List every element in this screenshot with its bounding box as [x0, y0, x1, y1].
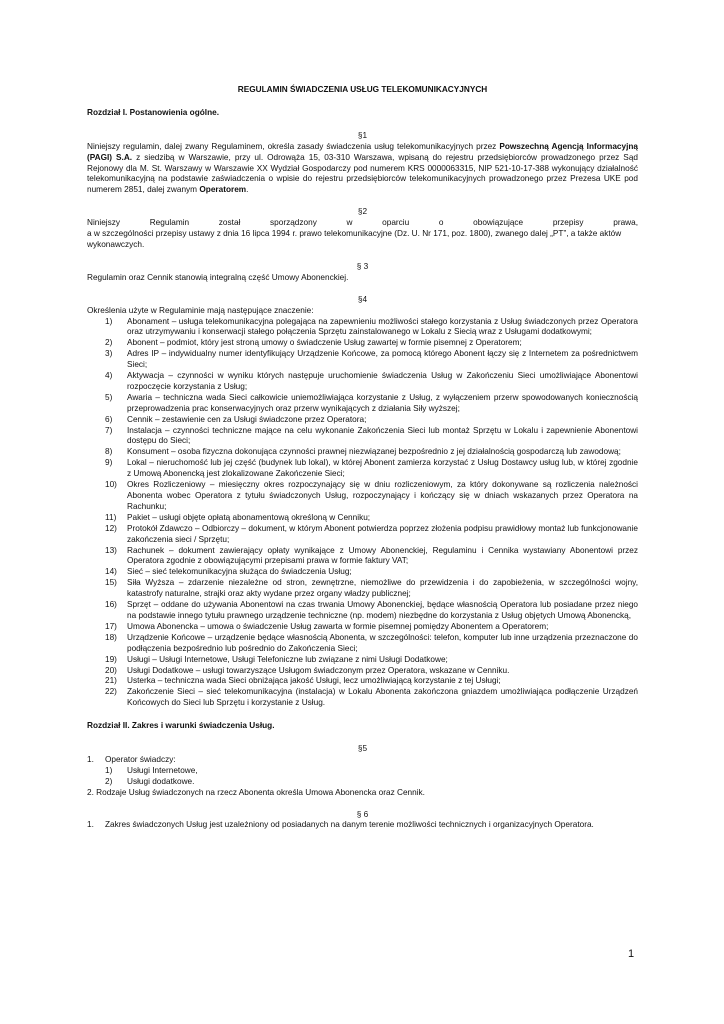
- definition-item: [87, 546, 638, 568]
- service-number: 1): [105, 765, 113, 775]
- definition-item: [87, 458, 638, 480]
- section-2-line-1: Niniejszy Regulamin został sporządzony w oparciu o obowiązujące przepisy prawa,: [87, 218, 638, 228]
- definition-text: Siła Wyższa – zdarzenie niezależne od stron, zewnętrzne, niemożliwe do przewidzenia i do zapobieżenia, w szczególności wojny, katastrofy naturalne, strajki oraz akty wydane przez organy władzy publicznej;: [127, 578, 638, 599]
- definition-item: [87, 415, 638, 426]
- section-2-line-2: a w szczególności przepisy ustawy z dnia 16 lipca 1994 r. prawo telekomunikacyjne (Dz. U. Nr 171, poz. 1800), zwanego dalej „PT”, a także aktów wykonawczych.: [87, 229, 622, 249]
- definition-number: 13): [105, 545, 117, 555]
- page-number: 1: [628, 948, 635, 960]
- definition-item: [87, 655, 638, 666]
- definition-text: Usługi – Usługi Internetowe, Usługi Telefoniczne lub związane z nimi Usługi Dodatkowe;: [127, 654, 448, 664]
- definition-number: 6): [105, 414, 113, 424]
- definitions-list: [87, 317, 638, 710]
- definition-number: 18): [105, 632, 117, 642]
- definition-text: Konsument – osoba fizyczna dokonująca czynności prawnej niezwiązanej bezpośrednio z jej działalnością gospodarczą lub zawodową;: [127, 447, 621, 457]
- service-item: [87, 777, 638, 788]
- chapter-1-heading: Rozdział I. Postanowienia ogólne.: [87, 107, 220, 117]
- definition-number: 12): [105, 523, 117, 533]
- definition-number: 8): [105, 447, 113, 457]
- point-number: 1.: [87, 754, 94, 764]
- definition-number: 10): [105, 480, 117, 490]
- definition-text: Adres IP – indywidualny numer identyfikujący Urządzenie Końcowe, za pomocą którego Abonent łączy się z Internetem za pośrednictwem Sieci;: [127, 349, 638, 370]
- definition-text: Protokół Zdawczo – Odbiorczy – dokument, w którym Abonent potwierdza poprzez złożenia podpisu prawidłowy montaż lub funkcjonowanie zakończenia sieci / Sprzętu;: [127, 523, 638, 544]
- document-title: REGULAMIN ŚWIADCZENIA USŁUG TELEKOMUNIKACYJNYCH: [237, 85, 488, 94]
- definition-item: [87, 393, 638, 415]
- definition-number: 4): [105, 371, 113, 381]
- section-4-intro: Określenia użyte w Regulaminie mają następujące znaczenie:: [87, 305, 314, 315]
- definition-item: [87, 317, 638, 339]
- definition-item: [87, 524, 638, 546]
- point-text: Zakres świadczonych Usług jest uzależniony od posiadanych na danym terenie możliwości technicznych i organizacyjnych Operatora.: [105, 820, 594, 830]
- definition-number: 11): [105, 512, 117, 522]
- definition-number: 17): [105, 621, 117, 631]
- definition-number: 1): [105, 316, 113, 326]
- definition-text: Abonent – podmiot, który jest stroną umowy o świadczenie Usług zawartej w formie pisemnej z Operatorem;: [127, 338, 522, 348]
- service-text: Usługi Internetowe,: [127, 765, 198, 775]
- definition-text: Usługi Dodatkowe – usługi towarzyszące Usługom świadczonym przez Operatora, wskazane w Cenniku.: [127, 665, 510, 675]
- definition-item: [87, 371, 638, 393]
- definition-item: [87, 349, 638, 371]
- definition-item: [87, 513, 638, 524]
- definition-item: [87, 633, 638, 655]
- section-5-point-1: [87, 755, 638, 766]
- definition-item: [87, 687, 638, 709]
- definition-text: Sieć – sieć telekomunikacyjna służąca do świadczenia Usług;: [127, 567, 352, 577]
- definition-text: Lokal – nieruchomość lub jej część (budynek lub lokal), w której Abonent zamierza korzystać z Usług Dostawcy usług lub, w której zgodnie z Umową Abonencką jest zlokalizowane Zakończenie Sieci;: [127, 458, 638, 479]
- section-1-text: [87, 142, 638, 197]
- definition-number: 2): [105, 338, 113, 348]
- definition-text: Umowa Abonencka – umowa o świadczenie Usług zawarta w formie pisemnej pomiędzy Abonentem a Operatorem;: [127, 621, 549, 631]
- definition-number: 14): [105, 567, 117, 577]
- definition-text: Instalacja – czynności techniczne mające na celu wykonanie Zakończenia Sieci lub montaż Sprzętu w Lokalu i zapewnienie Abonentowi dostępu do Sieci;: [127, 425, 638, 446]
- section-5-mark: §5: [357, 744, 368, 754]
- point-number: 1.: [87, 820, 94, 830]
- definition-text: Sprzęt – oddane do używania Abonentowi na czas trwania Umowy Abonenckiej, będące własnością Operatora lub posiadane przez niego na podstawie innego tytułu prawnego urządzenie techniczne (np. modem) niezbędne do korzystania z Usług objętych Umową Abonencką,: [127, 600, 638, 620]
- definition-item: [87, 676, 638, 687]
- chapter-2-heading: Rozdział II. Zakres i warunki świadczenia Usług.: [87, 721, 275, 731]
- definition-number: 19): [105, 654, 117, 664]
- definition-number: 22): [105, 687, 117, 697]
- definition-text: Urządzenie Końcowe – urządzenie będące własnością Abonenta, w szczególności: telefon, komputer lub inne urządzenia przeznaczone do podłączenia bezpośrednio lub pośrednio do Zakończenia Sieci;: [127, 632, 638, 653]
- definition-text: Aktywacja – czynności w wyniku których następuje uruchomienie świadczenia Usług w Zakończeniu Sieci umożliwiające Abonentowi rozpoczęcie korzystania z Usług;: [127, 371, 638, 391]
- section-1-part-b: z siedzibą w Warszawie, przy ul. Odrowąża 15, 03-310 Warszawa, wpisaną do rejestru przedsiębiorców prowadzonego przez Sąd Rejonowy dla M. St. Warszawy w Warszawie XX Wydział Gospodarczy pod numerem KRS 0000063315, NIP 521-10-17-388 wykonujący działalność telekomunikacyjną na podstawie zaświadczenia o wpisie do rejestru przedsiębiorców telekomunikacyjnych prowadzonego przez Prezesa UKE pod numerem 2851, dalej zwanym: [87, 152, 638, 195]
- section-6-mark: § 6: [356, 809, 369, 819]
- operator-term: Operatorem: [199, 185, 247, 195]
- definition-number: 9): [105, 458, 113, 468]
- definition-text: Rachunek – dokument zawierający opłaty wynikające z Umowy Abonenckiej, Regulaminu i Cennika wystawiany Abonentowi przez Operatora zgodnie z obowiązującymi przepisami prawa w formie faktury VAT;: [127, 545, 638, 566]
- service-number: 2): [105, 776, 113, 786]
- definition-text: Zakończenie Sieci – sieć telekomunikacyjna (instalacja) w Lokalu Abonenta zakończona gniazdem umożliwiająca podłączenie Urządzeń Końcowych do Sieci lub Sprzętu i korzystanie z Usług.: [127, 687, 638, 708]
- definition-number: 15): [105, 578, 117, 588]
- definition-number: 7): [105, 425, 113, 435]
- definition-item: [87, 600, 638, 622]
- section-1-part-a: Niniejszy regulamin, dalej zwany Regulaminem, określa zasady świadczenia usług telekomunikacyjnych przez: [87, 141, 500, 151]
- definition-number: 5): [105, 392, 113, 402]
- definition-number: 21): [105, 676, 117, 686]
- definition-item: [87, 338, 638, 349]
- definition-text: Pakiet – usługi objęte opłatą abonamentową określoną w Cenniku;: [127, 512, 371, 522]
- definition-text: Cennik – zestawienie cen za Usługi świadczone przez Operatora;: [127, 414, 367, 424]
- definition-item: [87, 622, 638, 633]
- section-3-mark: § 3: [356, 261, 369, 271]
- section-2-mark: §2: [357, 207, 368, 217]
- service-text: Usługi dodatkowe.: [127, 776, 195, 786]
- section-1-part-c: .: [246, 185, 249, 195]
- service-item: [87, 766, 638, 777]
- definition-text: Abonament – usługa telekomunikacyjna polegająca na zapewnieniu możliwości stałego korzystania z Usług świadczonych przez Operatora oraz utrzymywaniu i konserwacji stałego połączenia Sprzętu zainstalowanego w Lokalu z Siecią wraz z Usługami dodatkowymi;: [127, 316, 638, 337]
- definition-item: [87, 567, 638, 578]
- document-body: [87, 85, 638, 831]
- definition-text: Usterka – techniczna wada Sieci obniżająca jakość Usługi, lecz umożliwiającą korzystanie z tej Usługi;: [127, 676, 501, 686]
- definition-item: [87, 447, 638, 458]
- definition-number: 20): [105, 665, 117, 675]
- definition-item: [87, 480, 638, 513]
- definition-number: 16): [105, 600, 117, 610]
- definition-item: [87, 578, 638, 600]
- definition-item: [87, 666, 638, 677]
- section-1-mark: §1: [357, 130, 368, 140]
- company-name: Powszechną Agencją Informacyjną (PAGI) S.A.: [87, 141, 638, 162]
- section-5-point-2: 2. Rodzaje Usług świadczonych na rzecz Abonenta określa Umowa Abonencka oraz Cennik.: [87, 787, 425, 797]
- section-3-text: Regulamin oraz Cennik stanowią integralną część Umowy Abonenckiej.: [87, 272, 349, 282]
- definition-item: [87, 426, 638, 448]
- section-4-mark: §4: [357, 294, 368, 304]
- point-text: Operator świadczy:: [105, 754, 176, 764]
- definition-text: Awaria – techniczna wada Sieci całkowicie uniemożliwiająca korzystanie z Usług, z wyłączeniem przerw spowodowanych koniecznością przeprowadzenia prac konserwacyjnych oraz przerw wynikających z działania Siły wyższej;: [127, 392, 638, 413]
- section-6-point-1: [87, 820, 638, 831]
- definition-number: 3): [105, 349, 113, 359]
- definition-text: Okres Rozliczeniowy – miesięczny okres rozpoczynający się w dniu rozliczeniowym, za który dokonywane są rozliczenia należności Abonenta wobec Operatora z tytułu świadczonych Usług, rozpoczynający i kończący się w dniach wskazanych przez Operatora na Rachunku;: [127, 480, 638, 511]
- section-5-sublist: [87, 766, 638, 788]
